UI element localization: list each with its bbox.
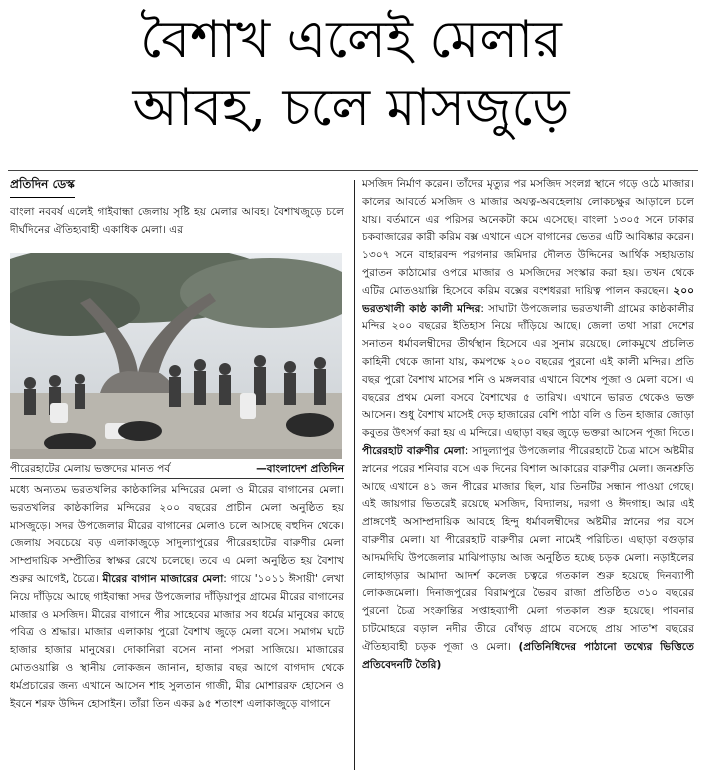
closing-note: (প্রতিনিধিদের পাঠানো তথ্যের ভিত্তিতে প্রতিবেদনটি তৈরি) [362,640,694,671]
intro-paragraph: বাংলা নববর্ষ এলেই গাইবান্ধা জেলায় সৃষ্টি হয় মেলার আবহ। বৈশাখজুড়ে চলে দীর্ঘদিনের ঐতিহ্যবাহী একাধিক মেলা। এর [10,206,344,236]
left-body [10,482,344,772]
section-heading-kali-mandir: ২০০ ভরতখালী কাষ্ঠ কালী মন্দির [362,284,694,315]
column-divider [354,180,355,770]
caption-credit: —বাংলাদেশ প্রতিদিন [256,463,344,475]
byline: প্রতিদিন ডেস্ক [10,176,75,198]
fair-photo [10,253,342,459]
section-heading-mirer-bagan: মীরের বাগান মাজারের মেলা [102,572,224,585]
left-body-text-1: মধ্যে অন্যতম ভরতখলির কাষ্ঠকালির মন্দিরের মেলা ও মীরের বাগানের মেলা। ভরতখলির কাষ্ঠকালির মন্দিরের ২০০ বছরের প্রাচীন মেলা অনুষ্ঠিত হয় মাসজুড়ে। সদর উপজেলার মীরের বাগানের মেলাও চলে আসছে বহুদিন থেকে। জেলায় সবচেয়ে বড় এলাকাজুড়ে সাদুল্যাপুরের পীরেরহাটের বারুণীর মেলা সাম্প্রদায়িক সম্প্রীতির স্বাক্ষর রেখে চলেছে। তবে এ মেলা অনুষ্ঠিত হয় বৈশাখ শুরুর আগেই, চৈত্রে। [10,484,344,585]
photo-caption [10,462,344,476]
left-body-text-2: : গায়ে '১০১১ ঈসায়ী' লেখা নিয়ে দাঁড়িয়ে আছে গাইবান্ধা সদর উপজেলার দাঁড়িয়াপুর গ্রামের মীরের বাগানের মাজার ও মসজিদ। মীরের বাগানে পীর সাহেবের মাজার সব ধর্মের মানুষের কাছে পবিত্র ও শ্রদ্ধার। মাজার এলাকায় পুরো বৈশাখ জুড়ে মেলা বসে। সমাগম ঘটে হাজার হাজার মানুষের। দোকানিরা বসেন নানা পসরা সাজিয়ে। মাজারের মোতওয়াল্লি ও স্থানীয় লোকজন জানান, হাজার বছর আগে বাগদাদ থেকে ধর্মপ্রচারের জন্য এখানে আসেন শাহ সুলতান গাজী, মীর মোশাররফ হোসেন ও ইবনে শরফ উদ্দিন হোসাইন। তাঁরা তিন একর ৯৫ শতাংশ এলাকাজুড়ে বাগানে [10,572,344,710]
caption-rule [10,478,344,479]
right-body-text-2: : সাঘাটা উপজেলার ভরতখালী গ্রামের কাষ্ঠকালীর মন্দির ২০০ বছরের ইতিহাস নিয়ে দাঁড়িয়ে আছে। জেলা তথা সারা দেশের সনাতন ধর্মাবলম্বীদের তীর্থস্থান হিসেবে এর সুনাম রয়েছে। লোকমুখে প্রচলিত কাহিনী থেকে জানা যায়, কমপক্ষে ২০০ বছরের পুরনো এই কালী মন্দির। প্রতি বছর পুরো বৈশাখ মাসের শনি ও মঙ্গলবার এখানে বিশেষ পূজা ও মেলা বসে। এ বছরের প্রথম মেলা বসবে বৈশাখের ৫ তারিখ। এখানে ভারত থেকেও ভক্ত আসেন। শুধু বৈশাখ মাসেই দেড় হাজারের বেশি পাঠা বলি ও তিন হাজার জোড়া কবুতর উৎসর্গ করা হয় এ মন্দিরে। এছাড়া বছর জুড়ে ভক্তরা আসেন পূজা দিতে। [362,302,694,440]
headline-line-1: বৈশাখ এলেই মেলার [140,10,562,70]
section-heading-baruni-mela: পীরেরহাট বারুণীর মেলা [362,444,465,457]
headline [0,6,702,142]
headline-line-2: আবহ, চলে মাসজুড়ে [132,78,570,138]
right-body-text-1: মসজিদ নির্মাণ করেন। তাঁদের মৃত্যুর পর মসজিদ সংলগ্ন স্থানে গড়ে ওঠে মাজার। কালের আবর্তে মসজিদ ও মাজার অযত্ন-অবহেলায় লোকচক্ষুর আড়ালে চলে যায়। বর্তমানে এর পরিসর অনেকটা কমে এসেছে। বাংলা ১৩০৫ সনে ঢাকার চকবাজারের কারী করিম বক্স এখানে এসে বাগানের ভেতর এটি আবিষ্কার করেন। ১৩০৭ সনে বাহারবন্দ পরগনার জমিদার দৌলত উদ্দিনের আর্থিক সহায়তায় পুরাতন কাঠামোর ওপরে মাজার ও মসজিদের সংস্কার করা হয়। তখন থেকে এটির মোতওয়াল্লি হিসেবে করিম বক্সের বংশধররা দায়িত্ব পালন করছেন। [362,178,694,297]
top-rule [8,170,698,171]
right-body [362,176,694,774]
caption-text: পীরেরহাটের মেলায় ভক্তদের মানত পর্ব [10,463,171,475]
right-body-text-3: : সাদুল্যাপুর উপজেলার পীরেরহাটে চৈত্র মাসে অষ্টমীর স্নানের পরের শনিবার বসে এক দিনের বিশাল আকারের বারুণীর মেলা। জনশ্রুতি আছে এখানে ৪১ জন পীরের মাজার ছিল, যার তিনটির সন্ধান পাওয়া গেছে। এই জায়গার ভিতরেই রয়েছে মসজিদ, বিদ্যালয়, দরগা ও ঈদগাহ। আর এই প্রাঙ্গণেই অসাম্প্রদায়িক আবহে হিন্দু ধর্মাবলম্বীদের অষ্টমীর স্নানের পর বসে বারুণীর মেলা। যা পীরেরহাট বারুণীর মেলা নামেই পরিচিত। এছাড়া বগুড়ার আদমদিঘি উপজেলার মাঝিপাড়ায় আজ অনুষ্ঠিত হচ্ছে চড়ক মেলা। নড়াইলের লোহাগড়ার আমাদা আদর্শ কলেজ চত্বরে গতকাল শুরু হয়েছে দিনব্যাপী লোকজমেলা। দিনাজপুরের বিরামপুরে ভৈরব রাজা প্রতিষ্ঠিত ৩১০ বছরের পুরনো চৈত্র সংক্রান্তির সপ্তাহব্যাপী মেলা গতকাল শুরু হয়েছে। পাবনার চাটমোহরে বড়াল নদীর তীরে বোঁথড় গ্রামে বসেছে প্রায় সাত'শ বছরের ঐতিহ্যবাহী চড়ক পূজা ও মেলা। [362,444,694,653]
